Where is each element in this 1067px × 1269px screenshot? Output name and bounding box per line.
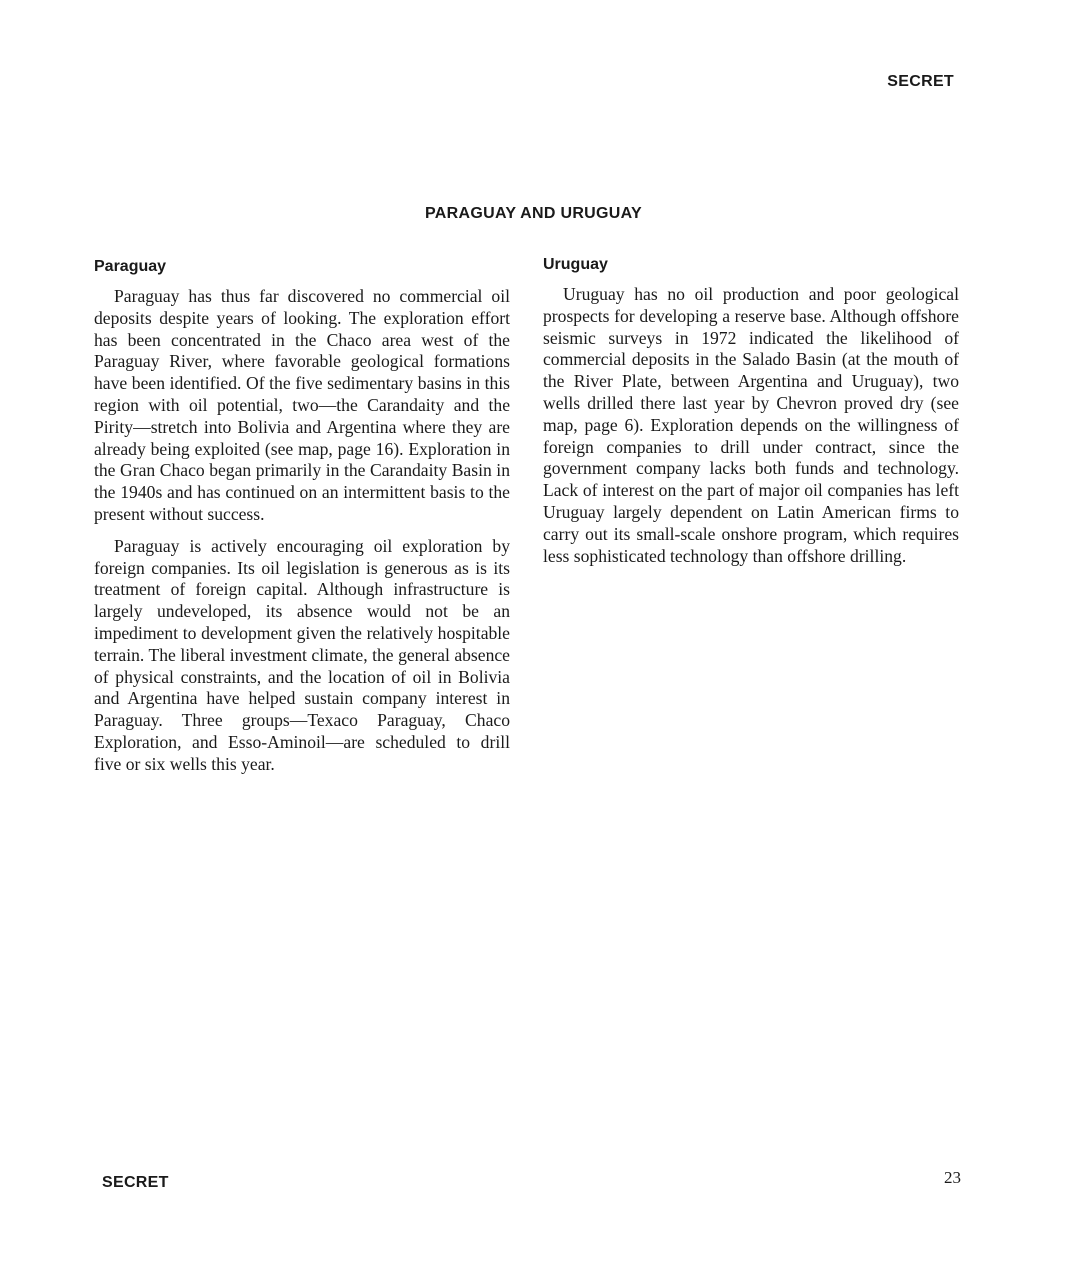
classification-footer: SECRET [102,1174,169,1191]
uruguay-heading: Uruguay [543,256,608,273]
page-number: 23 [944,1168,961,1187]
paraguay-paragraph-1: Paraguay has thus far discovered no commercial oil deposits despite years of looking. The exploration effort has been concentrated in the Chaco area west of the Paraguay River, where favorable geological formations have been identified. Of the five sedimentary basins in this region with oil potential, two—the Carandaity and the Pirity—stretch into Bolivia and Argentina where they are already being exploited (see map, page 16). Exploration in the Gran Chaco began primarily in the Carandaity Basin in the 1940s and has continued on an intermittent basis to the present without success. [94,286,510,524]
uruguay-paragraph-1: Uruguay has no oil production and poor geological prospects for developing a reserve base. Although offshore seismic surveys in 1972 indicated the likelihood of commercial deposits in the Salado Basin (at the mouth of the River Plate, between Argentina and Uruguay), two wells drilled there last year by Chevron proved dry (see map, page 6). Exploration depends on the willingness of foreign companies to drill under contract, since the government company lacks both funds and technology. Lack of interest on the part of major oil companies has left Uruguay largely dependent on Latin American firms to carry out its small-scale onshore program, which requires less sophisticated technology than offshore drilling. [543,284,959,566]
paraguay-heading: Paraguay [94,258,167,275]
page-title: PARAGUAY AND URUGUAY [425,205,642,222]
paraguay-paragraph-2: Paraguay is actively encouraging oil exploration by foreign companies. Its oil legislation is generous as is its treatment of foreign capital. Although infrastructure is largely undeveloped, its absence would not be an impediment to development given the relatively hospitable terrain. The liberal investment climate, the general absence of physical constraints, and the location of oil in Bolivia and Argentina have helped sustain company interest in Paraguay. Three groups—Texaco Paraguay, Chaco Exploration, and Esso-Aminoil—are scheduled to drill five or six wells this year. [94,535,510,774]
uruguay-column [543,256,959,577]
paraguay-column [94,258,510,786]
classification-header: SECRET [887,73,954,90]
